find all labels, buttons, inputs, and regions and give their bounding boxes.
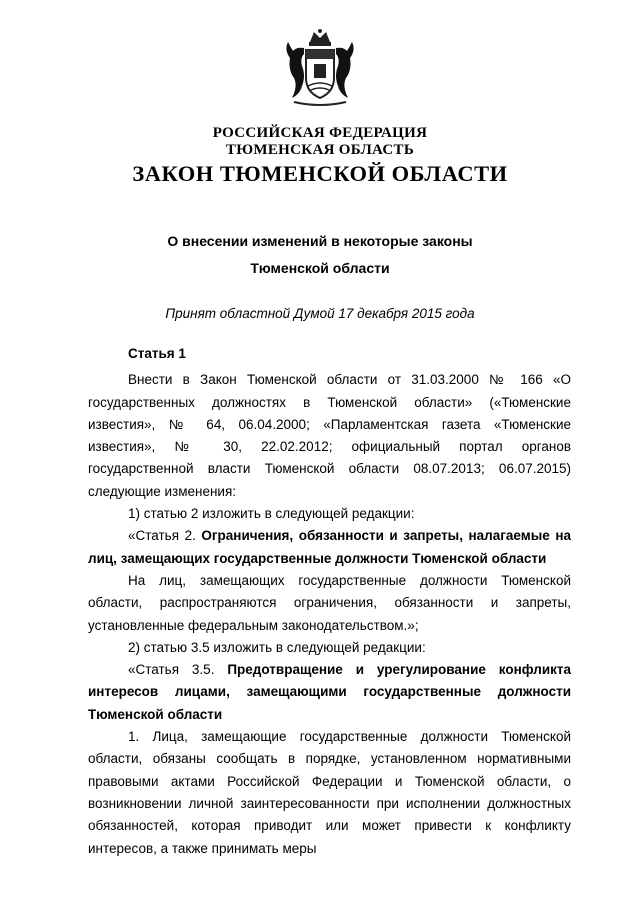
paragraph-amendment-intro: Внести в Закон Тюменской области от 31.03.2000 № 166 «О государственных должностях в Тюменской области» («Тюменские известия», № 64, 06.04.2000; «Парламентская газета «Тюменские известия», № 30, 22.02.2012; официальный портал органов государственной власти Тюменской области 08.07.2013; 06.07.2015) следующие изменения: (88, 372, 571, 499)
country-heading: РОССИЙСКАЯ ФЕДЕРАЦИЯ (212, 125, 428, 141)
law-heading: ЗАКОН ТЮМЕНСКОЙ ОБЛАСТИ (132, 161, 508, 186)
paragraph-item-1: 1) статью 2 изложить в следующей редакции: (128, 506, 415, 522)
article-3-5-title: Предотвращение и урегулирование конфликта интересов лицами, замещающими государственные должности Тюменской области (88, 662, 571, 722)
document-title-line-2: Тюменской области (250, 260, 390, 276)
article-2-title: Ограничения, обязанности и запреты, налагаемые на лиц, замещающих государственные должности Тюменской области (88, 528, 571, 566)
document-title-line-1: О внесении изменений в некоторые законы (167, 233, 473, 249)
article-3-5-lead: «Статья 3.5. (128, 662, 228, 678)
paragraph-article-2-text: На лиц, замещающих государственные должности Тюменской области, распространяются ограничения, обязанности и запреты, установленные федеральным законодательством.»; (88, 572, 571, 633)
tyumen-coat-of-arms-icon (280, 28, 360, 110)
document-body (88, 343, 571, 860)
paragraph-article-3-5-point-1: 1. Лица, замещающие государственные должности Тюменской области, обязаны сообщать в порядке, установленном нормативными правовыми актами Российской Федерации и Тюменской области, о возникновении личной заинтересованности при исполнении должностных обязанностей, которая приводит или может привести к конфликту интересов, а также принимать меры (88, 729, 571, 856)
article-2-lead: «Статья 2. (128, 528, 202, 544)
adoption-note: Принят областной Думой 17 декабря 2015 года (165, 306, 475, 321)
paragraph-article-2-heading (88, 525, 571, 570)
article-heading: Статья 1 (128, 346, 186, 361)
paragraph-article-3-5-heading (88, 659, 571, 726)
paragraph-item-2: 2) статью 3.5 изложить в следующей редакции: (128, 639, 426, 655)
region-heading: ТЮМЕНСКАЯ ОБЛАСТЬ (225, 142, 415, 158)
